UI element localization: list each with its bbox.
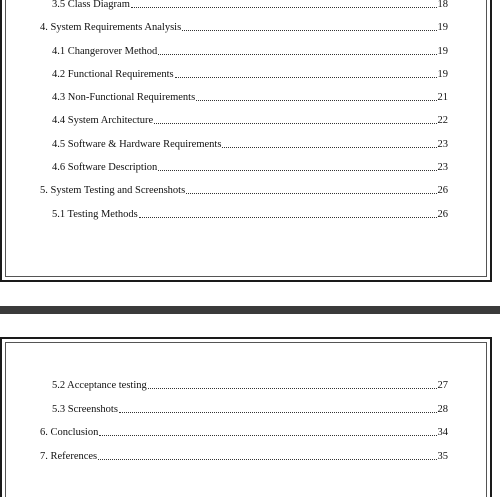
toc-leader-dots (131, 0, 437, 8)
toc-entry-label: 4.5 Software & Hardware Requirements (52, 139, 222, 150)
toc-entry-label: 4.2 Functional Requirements (52, 69, 174, 80)
toc-entry-page: 19 (437, 46, 448, 57)
toc-entry[interactable] (40, 184, 448, 197)
toc-entry-page: 22 (437, 115, 448, 126)
toc-entry-label: 3.5 Class Diagram (52, 0, 130, 10)
toc-leader-dots (119, 403, 437, 413)
toc-entry[interactable] (52, 161, 448, 174)
toc-entry-page: 18 (437, 0, 448, 10)
document-page-bottom (0, 337, 492, 497)
toc-leader-dots (154, 114, 436, 124)
toc-entry-label: 5.1 Testing Methods (52, 209, 138, 220)
toc-leader-dots (175, 68, 437, 78)
toc-leader-dots (196, 91, 436, 101)
page-border (5, 342, 487, 497)
toc-leader-dots (139, 208, 437, 218)
toc-entry-label: 7. References (40, 451, 98, 462)
toc-leader-dots (186, 184, 436, 194)
toc-entry[interactable] (40, 21, 448, 34)
toc-entry-label: 5.3 Screenshots (52, 404, 118, 415)
toc-entry-page: 28 (437, 404, 448, 415)
toc-leader-dots (158, 45, 436, 55)
toc-entry[interactable] (52, 379, 448, 392)
toc-entry[interactable] (52, 68, 448, 81)
toc-entry-label: 6. Conclusion (40, 427, 99, 438)
toc-entry-label: 4.6 Software Description (52, 162, 158, 173)
toc-entry-label: 4.3 Non-Functional Requirements (52, 92, 196, 103)
toc-entry-label: 5. System Testing and Screenshots (40, 185, 186, 196)
toc-entry-page: 34 (437, 427, 448, 438)
toc-entry-page: 19 (437, 22, 448, 33)
toc-leader-dots (182, 21, 436, 31)
toc-entry[interactable] (52, 45, 448, 58)
toc-entry-label: 5.2 Acceptance testing (52, 380, 147, 391)
toc-entry-label: 4.1 Changerover Method (52, 46, 158, 57)
toc-entry-page: 27 (437, 380, 448, 391)
page-separator (0, 306, 500, 314)
toc-entry[interactable] (52, 138, 448, 151)
toc-entry[interactable] (52, 208, 448, 221)
toc-entry[interactable] (52, 403, 448, 416)
toc-entry[interactable] (40, 450, 448, 463)
toc-leader-dots (99, 426, 436, 436)
toc-entry[interactable] (40, 426, 448, 439)
toc-entry-page: 21 (437, 92, 448, 103)
toc-entry-page: 23 (437, 162, 448, 173)
toc-entry[interactable] (52, 91, 448, 104)
toc-leader-dots (158, 161, 436, 171)
toc-leader-dots (148, 379, 437, 389)
toc-entry-page: 19 (437, 69, 448, 80)
toc-entry-page: 35 (437, 451, 448, 462)
toc-entry-label: 4. System Requirements Analysis (40, 22, 182, 33)
toc-leader-dots (98, 450, 436, 460)
toc-entry[interactable] (52, 0, 448, 11)
toc-entry-page: 26 (437, 185, 448, 196)
toc-entry[interactable] (52, 114, 448, 127)
toc-entry-page: 23 (437, 139, 448, 150)
toc-leader-dots (222, 138, 436, 148)
toc-entry-label: 4.4 System Architecture (52, 115, 154, 126)
toc-entry-page: 26 (437, 209, 448, 220)
